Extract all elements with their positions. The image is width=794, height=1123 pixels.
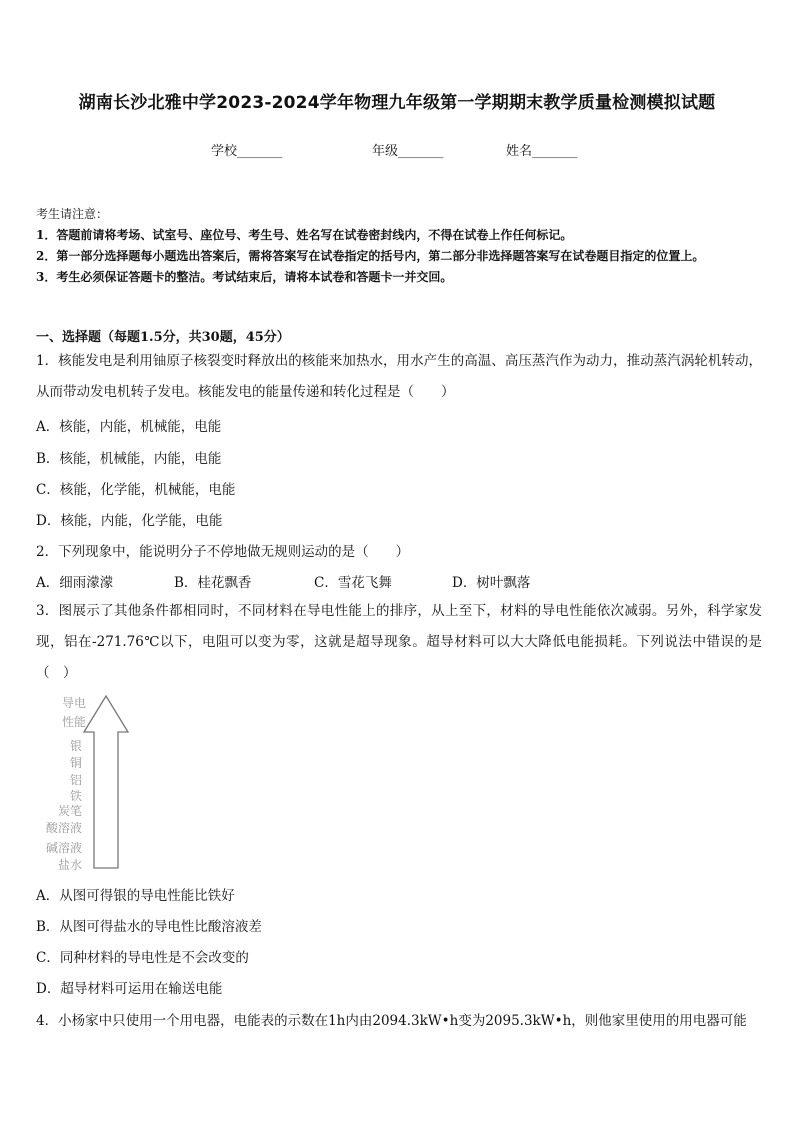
grade-field: 年级_______ [372, 144, 444, 159]
q2-option-d: D．树叶飘落 [452, 575, 531, 591]
conductivity-figure [40, 692, 140, 872]
material-label: 炭笔 [58, 804, 83, 818]
axis-label-1: 导电 [62, 696, 87, 710]
material-label: 铁 [70, 789, 83, 803]
q2-option-b: B．桂花飘香 [174, 575, 252, 591]
question-4-stem: 4．小杨家中只使用一个用电器，电能表的示数在1h内由2094.3kW•h变为2095.3kW•h，则他家里使用的用电器可能 [36, 1013, 747, 1029]
school-field: 学校_______ [211, 144, 283, 159]
axis-label-2: 性能 [62, 715, 87, 729]
notice-block [36, 204, 760, 288]
q2-option-a: A．细雨濛濛 [36, 575, 114, 591]
q2-option-c: C．雪花飞舞 [314, 575, 392, 591]
material-label: 盐水 [58, 858, 83, 872]
question-2-stem: 2．下列现象中，能说明分子不停地做无规则运动的是（ ） [36, 544, 410, 560]
q1-option-c: C．核能，化学能，机械能，电能 [36, 482, 236, 498]
material-label: 铜 [70, 756, 83, 770]
material-label: 酸溶液 [46, 821, 83, 835]
notice-item-3: 3．考生必须保证答题卡的整洁。考试结束后，请将本试卷和答题卡一并交回。 [36, 270, 453, 284]
q3-option-c: C．同种材料的导电性是不会改变的 [36, 950, 249, 966]
q1-option-a: A．核能，内能，机械能，电能 [36, 419, 222, 435]
q1-option-d: D．核能，内能，化学能，电能 [36, 513, 223, 529]
material-label: 铝 [70, 773, 83, 787]
section-heading: 一、选择题（每题1.5分，共30题，45分） [36, 330, 290, 345]
q3-option-b: B．从图可得盐水的导电性比酸溶液差 [36, 919, 262, 935]
question-3-stem: 3．图展示了其他条件都相同时，不同材料在导电性能上的排序，从上至下，材料的导电性能依次减弱。另外，科学家发现，铝在-271.76℃以下，电阻可以变为零，这就是超导现象。超导材料可以大大降低电能损耗。下列说法中错误的是（ ） [36, 603, 762, 681]
q3-option-a: A．从图可得银的导电性能比铁好 [36, 888, 235, 904]
notice-item-1: 1．答题前请将考场、试室号、座位号、考生号、姓名写在试卷密封线内，不得在试卷上作任何标记。 [36, 228, 573, 242]
material-label: 银 [70, 739, 83, 753]
question-1-stem: 1．核能发电是利用铀原子核裂变时释放出的核能来加热水，用水产生的高温、高压蒸汽作为动力，推动蒸汽涡轮机转动，从而带动发电机转子发电。核能发电的能量传递和转化过程是（ ） [36, 353, 762, 400]
q1-option-b: B．核能，机械能，内能，电能 [36, 451, 222, 467]
material-label: 碱溶液 [46, 841, 83, 855]
page-title: 湖南长沙北雅中学2023-2024学年物理九年级第一学期期末教学质量检测模拟试题 [78, 93, 716, 113]
name-field: 姓名_______ [506, 144, 578, 159]
notice-item-2: 2．第一部分选择题每小题选出答案后，需将答案写在试卷指定的括号内，第二部分非选择题答案写在试卷题目指定的位置上。 [36, 249, 705, 263]
notice-heading: 考生请注意： [36, 207, 109, 221]
q3-option-d: D．超导材料可运用在输送电能 [36, 981, 223, 997]
